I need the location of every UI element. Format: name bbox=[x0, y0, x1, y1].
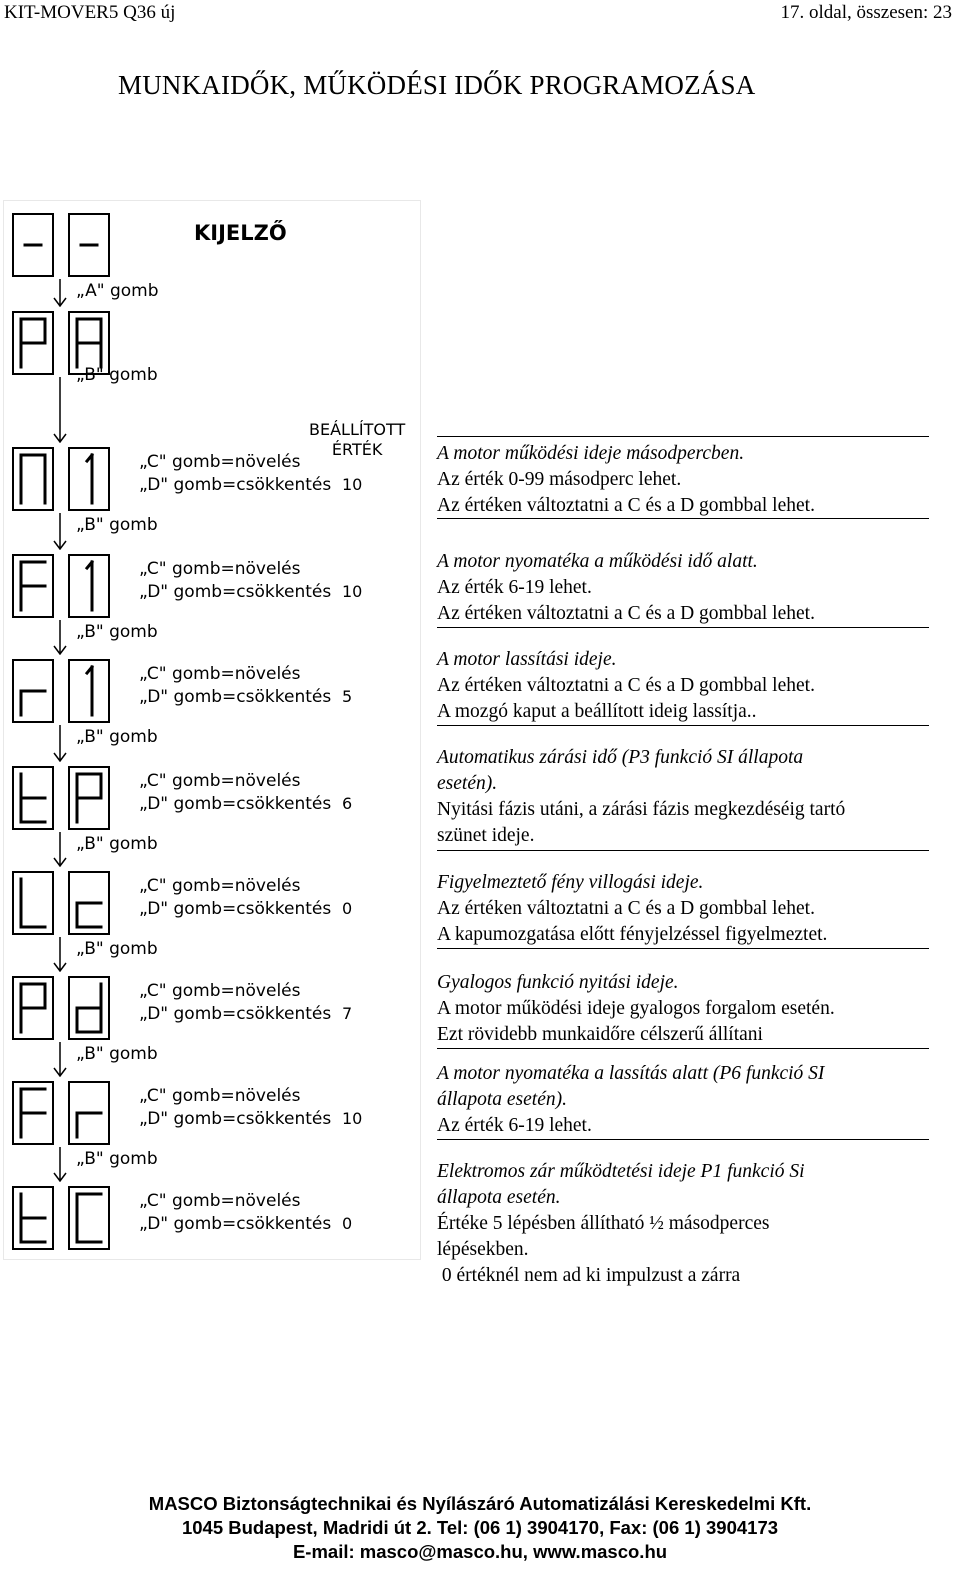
separator-line bbox=[437, 1139, 929, 1140]
c-button-label: „C" gomb=növelés bbox=[139, 664, 301, 684]
description-line: Elektromos zár működtetési ideje P1 funkció Si bbox=[437, 1161, 805, 1182]
cd-button-labels bbox=[139, 980, 331, 1026]
display-digit-right bbox=[68, 1081, 110, 1145]
down-arrow-icon bbox=[53, 279, 67, 307]
description-line: A motor nyomatéka a működési idő alatt. bbox=[437, 551, 758, 572]
set-value: 10 bbox=[342, 475, 363, 494]
display-digit-right-glyph bbox=[70, 215, 108, 275]
set-value: 0 bbox=[342, 899, 353, 918]
display-digit-left bbox=[12, 213, 54, 277]
set-value: 7 bbox=[342, 1004, 353, 1023]
header-page-number: 17. oldal, összesen: 23 bbox=[780, 2, 952, 23]
d-button-label: „D" gomb=csökkentés bbox=[139, 1004, 332, 1024]
separator-line bbox=[437, 725, 929, 726]
cd-button-labels bbox=[139, 1190, 331, 1236]
separator-line bbox=[437, 1048, 929, 1049]
c-button-label: „C" gomb=növelés bbox=[139, 876, 301, 896]
cd-button-labels bbox=[139, 770, 331, 816]
display-digit-right bbox=[68, 976, 110, 1040]
down-arrow-icon bbox=[53, 832, 67, 867]
display-digit-left-glyph bbox=[14, 215, 52, 275]
beallitott-line2: ÉRTÉK bbox=[331, 440, 383, 459]
cd-button-labels bbox=[139, 1085, 331, 1131]
description-line: A mozgó kaput a beállított ideig lassítja.. bbox=[437, 701, 757, 722]
description-line: 0 értéknél nem ad ki impulzust a zárra bbox=[437, 1265, 741, 1286]
display-digit-left bbox=[12, 659, 54, 723]
header-left: KIT-MOVER5 Q36 új bbox=[4, 2, 176, 23]
separator-line bbox=[437, 436, 929, 437]
separator-line bbox=[437, 627, 929, 628]
footer bbox=[0, 1492, 960, 1564]
display-digit-left bbox=[12, 976, 54, 1040]
d-button-label: „D" gomb=csökkentés bbox=[139, 475, 332, 495]
description-block bbox=[437, 745, 929, 849]
display-digit-right bbox=[68, 659, 110, 723]
description-line: Az értéken változtatni a C és a D gombbal lehet. bbox=[437, 898, 815, 919]
display-digit-left-glyph bbox=[14, 1188, 52, 1248]
b-button-label: „B" gomb bbox=[76, 515, 158, 535]
display-digit-left-glyph bbox=[14, 661, 52, 721]
description-line: A motor működési ideje gyalogos forgalom esetén. bbox=[437, 998, 835, 1019]
description-line: állapota esetén). bbox=[437, 1089, 567, 1110]
c-button-label: „C" gomb=növelés bbox=[139, 559, 301, 579]
display-digit-right-glyph bbox=[70, 449, 108, 509]
description-line: A kapumozgatása előtt fényjelzéssel figyelmeztet. bbox=[437, 924, 828, 945]
footer-address: 1045 Budapest, Madridi út 2. Tel: (06 1) 3904170, Fax: (06 1) 3904173 bbox=[181, 1517, 779, 1538]
description-block bbox=[437, 1061, 929, 1139]
description-line: Ezt rövidebb munkaidőre célszerű állítani bbox=[437, 1024, 763, 1045]
description-line: Értéke 5 lépésben állítható ½ másodperces bbox=[437, 1213, 770, 1234]
d-button-label: „D" gomb=csökkentés bbox=[139, 1109, 332, 1129]
display-digit-left bbox=[12, 447, 54, 511]
display-digit-left bbox=[12, 766, 54, 830]
cd-button-labels bbox=[139, 663, 331, 709]
b-button-label: „B" gomb bbox=[76, 834, 158, 854]
down-arrow-icon bbox=[53, 620, 67, 655]
cd-button-labels bbox=[139, 451, 331, 497]
a-button-label: „A" gomb bbox=[76, 281, 159, 301]
display-digit-right-glyph bbox=[70, 1083, 108, 1143]
description-line: Az értéken változtatni a C és a D gombbal lehet. bbox=[437, 675, 815, 696]
description-block bbox=[437, 549, 929, 627]
footer-company: MASCO Biztonságtechnikai és Nyílászáró Automatizálási Kereskedelmi Kft. bbox=[148, 1493, 812, 1514]
b-button-label: „B" gomb bbox=[76, 727, 158, 747]
separator-line bbox=[437, 850, 929, 851]
display-digit-left bbox=[12, 1186, 54, 1250]
set-value: 0 bbox=[342, 1214, 353, 1233]
display-digit-right-glyph bbox=[70, 556, 108, 616]
display-flow-diagram bbox=[3, 200, 421, 1260]
b-button-label: „B" gomb bbox=[76, 1044, 158, 1064]
description-line: A motor működési ideje másodpercben. bbox=[437, 443, 745, 464]
b-button-label: „B" gomb bbox=[76, 365, 158, 385]
display-digit-right-glyph bbox=[70, 768, 108, 828]
display-digit-right-glyph bbox=[70, 873, 108, 933]
description-line: Automatikus zárási idő (P3 funkció SI állapota bbox=[437, 747, 804, 768]
description-line: állapota esetén. bbox=[437, 1187, 561, 1208]
d-button-label: „D" gomb=csökkentés bbox=[139, 582, 332, 602]
display-digit-left bbox=[12, 311, 54, 375]
description-line: A motor nyomatéka a lassítás alatt (P6 funkció SI bbox=[437, 1063, 825, 1084]
description-line: Az érték 6-19 lehet. bbox=[437, 577, 592, 598]
display-digit-right bbox=[68, 766, 110, 830]
description-line: szünet ideje. bbox=[437, 825, 535, 846]
description-line: Az értéken változtatni a C és a D gombbal lehet. bbox=[437, 495, 815, 516]
description-block bbox=[437, 441, 929, 519]
description-line: Az értéken változtatni a C és a D gombbal lehet. bbox=[437, 603, 815, 624]
description-line: Az érték 6-19 lehet. bbox=[437, 1115, 592, 1136]
b-button-label: „B" gomb bbox=[76, 622, 158, 642]
display-digit-right bbox=[68, 1186, 110, 1250]
set-value: 5 bbox=[342, 687, 353, 706]
description-block bbox=[437, 970, 929, 1048]
description-block bbox=[437, 1159, 929, 1289]
down-arrow-icon bbox=[53, 1147, 67, 1182]
description-line: Az érték 0-99 másodperc lehet. bbox=[437, 469, 682, 490]
display-digit-left bbox=[12, 554, 54, 618]
separator-line bbox=[437, 948, 929, 949]
display-digit-left-glyph bbox=[14, 449, 52, 509]
description-line: A motor lassítási ideje. bbox=[437, 649, 617, 670]
display-digit-left-glyph bbox=[14, 873, 52, 933]
display-digit-left bbox=[12, 1081, 54, 1145]
description-block bbox=[437, 647, 929, 725]
down-arrow-icon bbox=[53, 513, 67, 550]
cd-button-labels bbox=[139, 558, 331, 604]
description-line: esetén). bbox=[437, 773, 498, 794]
description-line: Figyelmeztető fény villogási ideje. bbox=[437, 872, 704, 893]
down-arrow-icon bbox=[53, 1042, 67, 1077]
down-arrow-icon bbox=[53, 377, 67, 443]
diagram-kijelzo-label: KIJELZŐ bbox=[194, 221, 287, 245]
display-digit-right-glyph bbox=[70, 1188, 108, 1248]
display-digit-left bbox=[12, 871, 54, 935]
display-digit-right bbox=[68, 554, 110, 618]
display-digit-right bbox=[68, 447, 110, 511]
page-title: MUNKAIDŐK, MŰKÖDÉSI IDŐK PROGRAMOZÁSA bbox=[118, 70, 756, 100]
set-value: 6 bbox=[342, 794, 353, 813]
display-digit-right-glyph bbox=[70, 661, 108, 721]
display-digit-right-glyph bbox=[70, 978, 108, 1038]
down-arrow-icon bbox=[53, 725, 67, 762]
d-button-label: „D" gomb=csökkentés bbox=[139, 1214, 332, 1234]
set-value: 10 bbox=[342, 1109, 363, 1128]
footer-contact: E-mail: masco@masco.hu, www.masco.hu bbox=[292, 1541, 668, 1562]
display-digit-left-glyph bbox=[14, 768, 52, 828]
description-line: lépésekben. bbox=[437, 1239, 529, 1260]
display-digit-right bbox=[68, 213, 110, 277]
c-button-label: „C" gomb=növelés bbox=[139, 981, 301, 1001]
display-digit-left-glyph bbox=[14, 978, 52, 1038]
display-digit-left-glyph bbox=[14, 313, 52, 373]
c-button-label: „C" gomb=növelés bbox=[139, 452, 301, 472]
d-button-label: „D" gomb=csökkentés bbox=[139, 687, 332, 707]
d-button-label: „D" gomb=csökkentés bbox=[139, 794, 332, 814]
b-button-label: „B" gomb bbox=[76, 939, 158, 959]
c-button-label: „C" gomb=növelés bbox=[139, 1191, 301, 1211]
display-digit-right bbox=[68, 871, 110, 935]
cd-button-labels bbox=[139, 875, 331, 921]
beallitott-line1: BEÁLLÍTOTT bbox=[309, 420, 406, 439]
display-digit-left-glyph bbox=[14, 1083, 52, 1143]
description-line: Gyalogos funkció nyitási ideje. bbox=[437, 972, 679, 993]
description-line: Nyitási fázis utáni, a zárási fázis megkezdéséig tartó bbox=[437, 799, 846, 820]
description-block bbox=[437, 870, 929, 948]
display-digit-left-glyph bbox=[14, 556, 52, 616]
set-value: 10 bbox=[342, 582, 363, 601]
c-button-label: „C" gomb=növelés bbox=[139, 1086, 301, 1106]
d-button-label: „D" gomb=csökkentés bbox=[139, 899, 332, 919]
c-button-label: „C" gomb=növelés bbox=[139, 771, 301, 791]
down-arrow-icon bbox=[53, 937, 67, 972]
b-button-label: „B" gomb bbox=[76, 1149, 158, 1169]
display-digit-right-glyph bbox=[70, 313, 108, 373]
